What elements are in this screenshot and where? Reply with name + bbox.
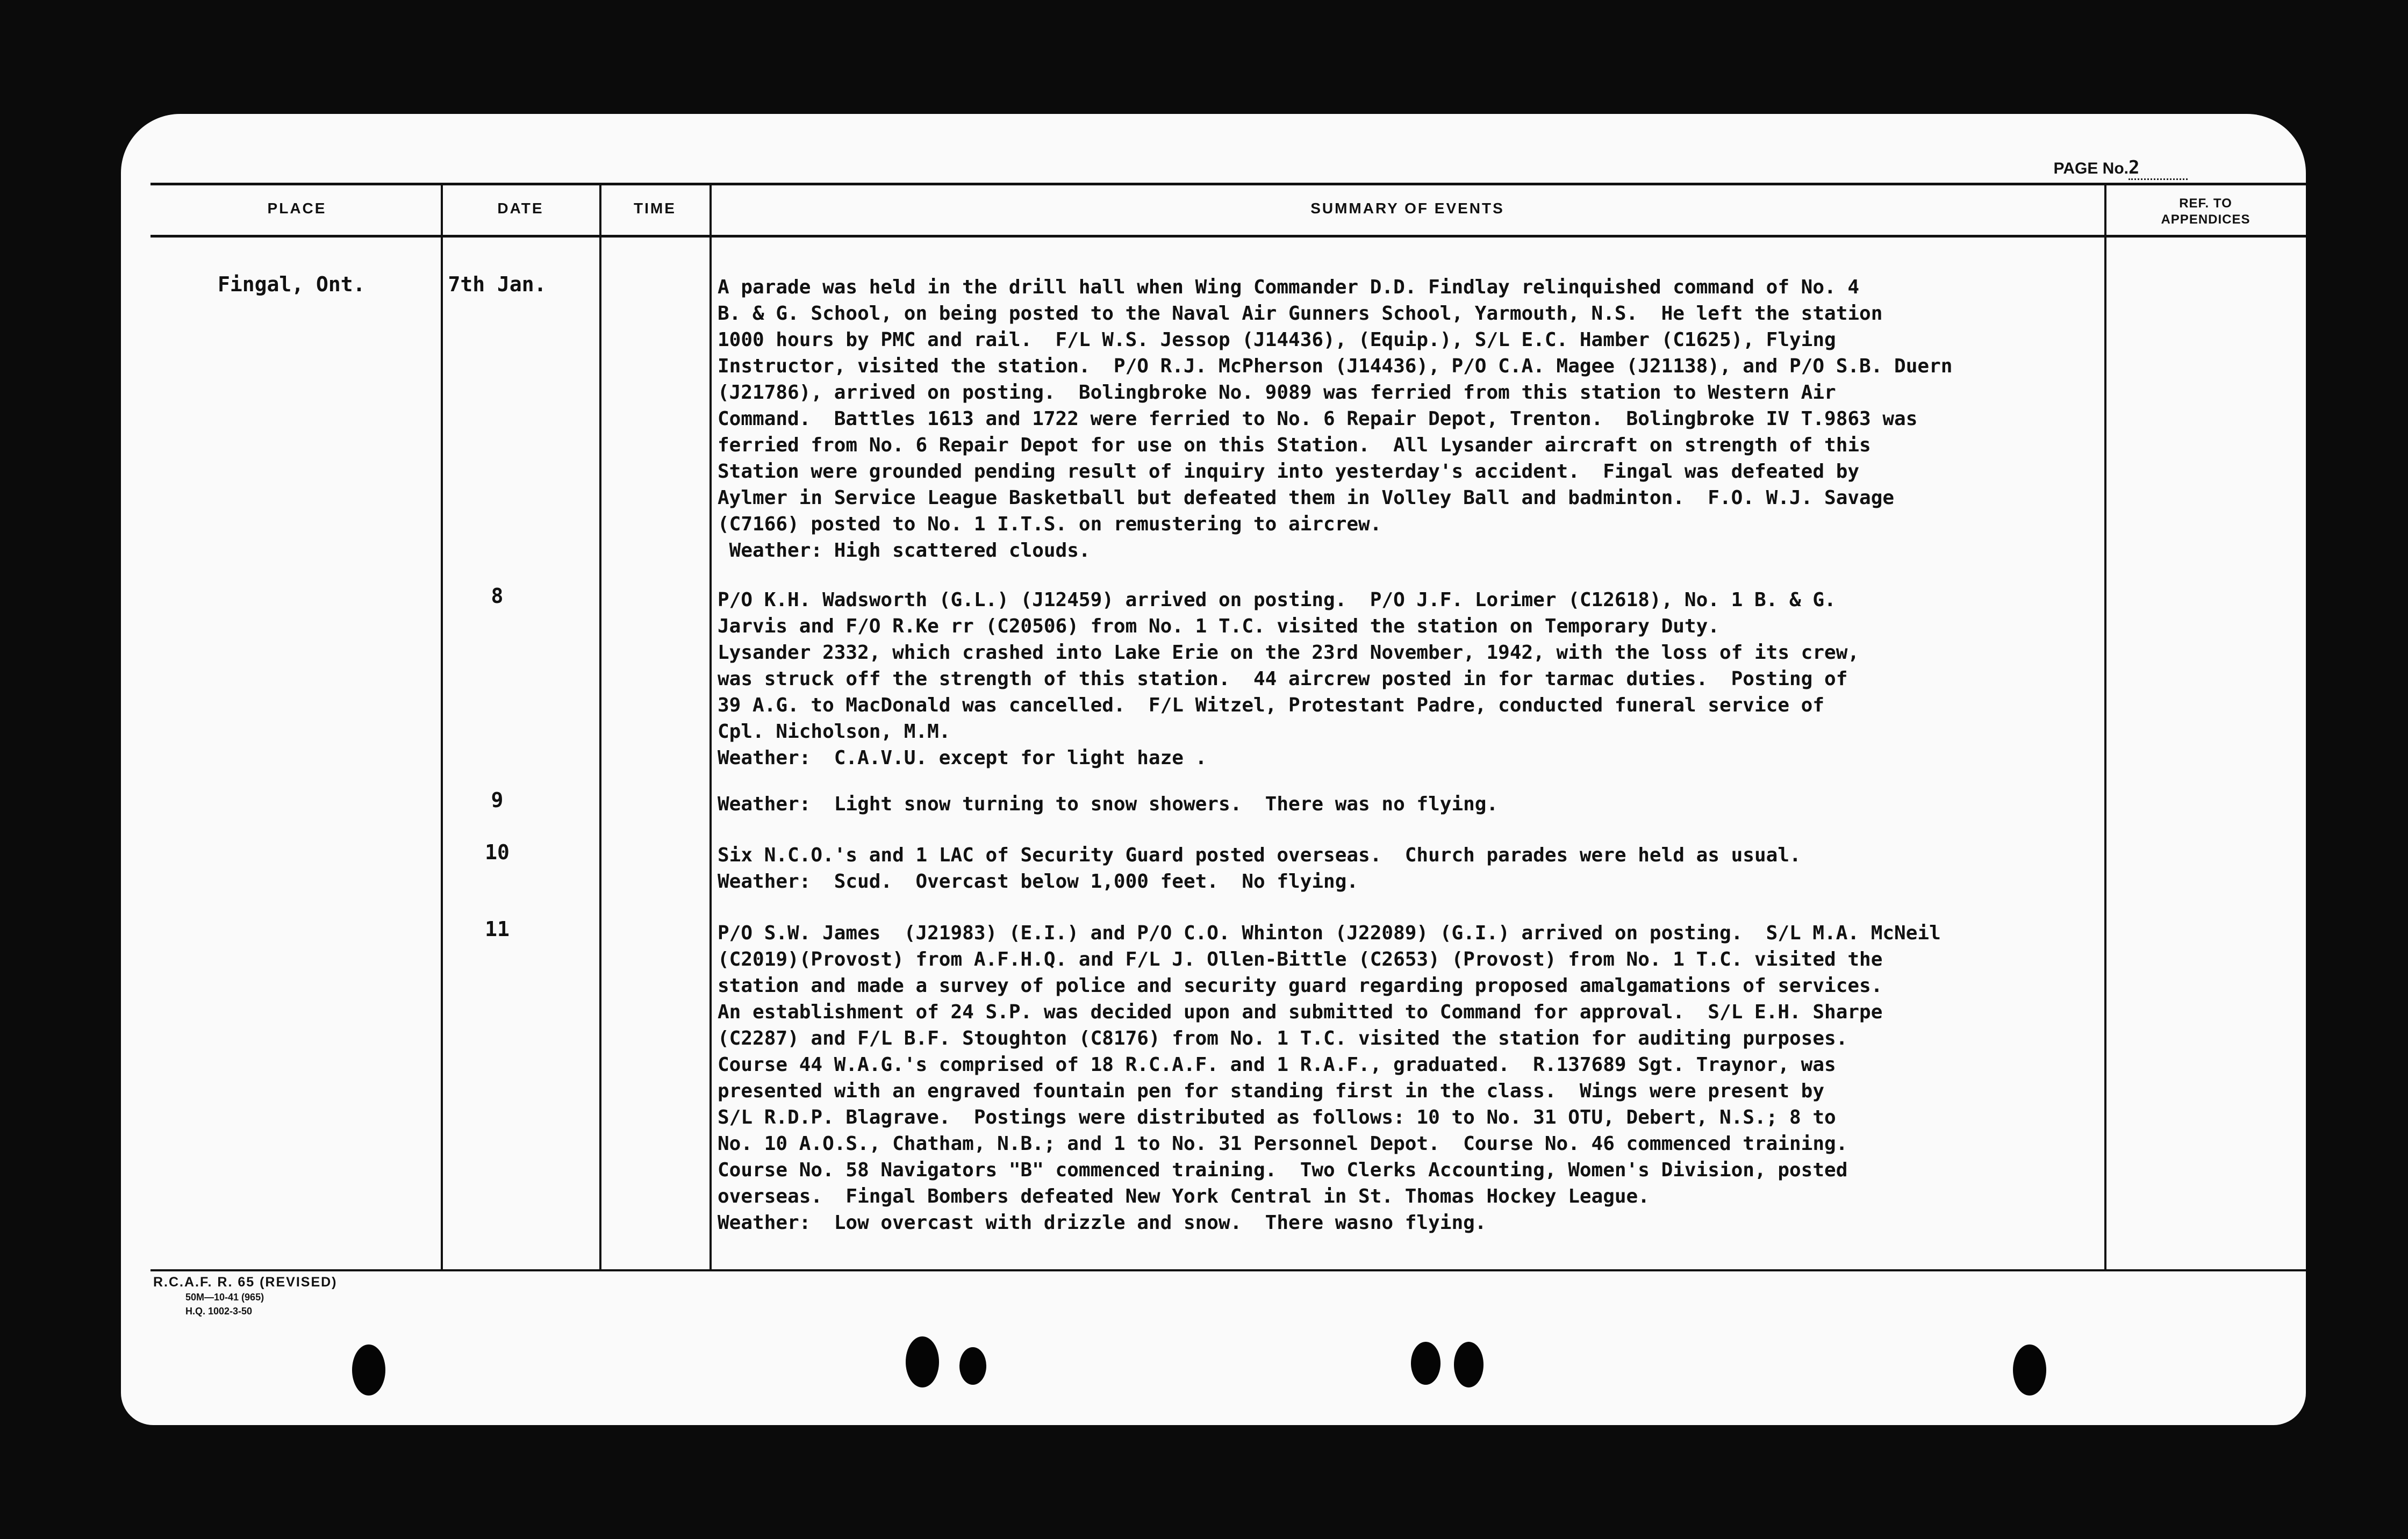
column-ref-line1: REF. TO (2179, 196, 2232, 211)
place-value: Fingal, Ont. (218, 272, 366, 296)
column-time: TIME (634, 200, 676, 217)
diary-card (121, 114, 2306, 1425)
column-summary: SUMMARY OF EVENTS (1310, 200, 1504, 217)
entry-text: Weather: Light snow turning to snow showers. There was no flying. (718, 793, 1499, 815)
column-ref-appendices (2105, 196, 2306, 228)
form-number-line2: 50M—10-41 (965) (185, 1292, 264, 1303)
divider-time-summary (710, 184, 712, 1270)
form-number-line3: H.Q. 1002-3-50 (185, 1306, 253, 1317)
form-number (153, 1275, 338, 1318)
punch-hole (906, 1336, 939, 1387)
punch-hole (2013, 1344, 2046, 1396)
entry-date: 11 (485, 917, 510, 941)
page-number-value: 2 (2128, 157, 2188, 180)
form-number-line1: R.C.A.F. R. 65 (REVISED) (153, 1275, 338, 1290)
entry-text: P/O S.W. James (J21983) (E.I.) and P/O C.O. Whinton (J22089) (G.I.) arrived on posting. S/L M.A. McNeil (C2019)(Provost) from A.F.H.Q. and F/L J. Ollen-Bittle (C2653) (Provost) from No. 1 T.C. visited the station and made a survey of police and security guard regarding proposed amalgamations of services. An establishment of 24 S.P. was decided upon and submitted to Command for approval. S/L E.H. Sharpe (C2287) and F/L B.F. Stoughton (C8176) from No. 1 T.C. visited the station for auditing purposes. Course 44 W.A.G.'s comprised of 18 R.C.A.F. and 1 R.A.F., graduated. R.137689 Sgt. Traynor, was presented with an engraved fountain pen for standing first in the class. Wings were present by S/L R.D.P. Blagrave. Postings were distributed as follows: 10 to No. 31 OTU, Debert, N.S.; 8 to No. 10 A.O.S., Chatham, N.B.; and 1 to No. 31 Personnel Depot. Course No. 46 commenced training. Course No. 58 Navigators "B" commenced training. Two Clerks Accounting, Women's Division, posted overseas. Fingal Bombers defeated New York Central in St. Thomas Hockey League. Weather: Low overcast with drizzle and snow. There wasno flying. (718, 922, 1941, 1234)
punch-hole (352, 1344, 385, 1396)
entry-date: 9 (491, 788, 504, 812)
punch-hole (959, 1347, 986, 1385)
header-top-rule (150, 183, 2306, 185)
page-number-field (2054, 157, 2188, 180)
divider-date-time (599, 184, 601, 1270)
entry-date: 7th Jan. (448, 272, 547, 296)
column-ref-line2: APPENDICES (2161, 212, 2251, 227)
punch-hole (1454, 1342, 1484, 1387)
column-place: PLACE (267, 200, 327, 217)
entry-date: 10 (485, 840, 510, 864)
header-bottom-rule (150, 235, 2306, 238)
entry-date: 8 (491, 584, 504, 608)
footer-rule (150, 1269, 2306, 1271)
divider-place-date (441, 184, 443, 1270)
entry-text: P/O K.H. Wadsworth (G.L.) (J12459) arrived on posting. P/O J.F. Lorimer (C12618), No. 1 B. & G. Jarvis and F/O R.Ke rr (C20506) from No. 1 T.C. visited the station on Temporary Duty. Lysander 2332, which crashed into Lake Erie on the 23rd November, 1942, with the loss of its crew, was struck off the strength of this station. 44 aircrew posted in for tarmac duties. Posting of 39 A.G. to MacDonald was cancelled. F/L Witzel, Protestant Padre, conducted funeral service of Cpl. Nicholson, M.M. Weather: C.A.V.U. except for light haze . (718, 589, 1860, 769)
page-number-label: PAGE No. (2053, 160, 2128, 177)
entry-text: A parade was held in the drill hall when Wing Commander D.D. Findlay relinquished command of No. 4 B. & G. School, on being posted to the Naval Air Gunners School, Yarmouth, N.S. He left the station 1000 hours by PMC and rail. F/L W.S. Jessop (J14436), (Equip.), S/L E.C. Hamber (C1625), Flying Instructor, visited the station. P/O R.J. McPherson (J14436), P/O C.A. Magee (J21138), and P/O S.B. Duern (J21786), arrived on posting. Bolingbroke No. 9089 was ferried from this station to Western Air Command. Battles 1613 and 1722 were ferried to No. 6 Repair Depot, Trenton. Bolingbroke IV T.9863 was ferried from No. 6 Repair Depot for use on this Station. All Lysander aircraft on strength of this Station were grounded pending result of inquiry into yesterday's accident. Fingal was defeated by Aylmer in Service League Basketball but defeated them in Volley Ball and badminton. F.O. W.J. Savage (C7166) posted to No. 1 I.T.S. on remustering to aircrew. Weather: High scattered clouds. (718, 276, 1953, 562)
entry-text: Six N.C.O.'s and 1 LAC of Security Guard posted overseas. Church parades were held as usual. Weather: Scud. Overcast below 1,000 feet. No flying. (718, 844, 1801, 893)
punch-hole (1411, 1342, 1440, 1385)
column-date: DATE (497, 200, 544, 217)
